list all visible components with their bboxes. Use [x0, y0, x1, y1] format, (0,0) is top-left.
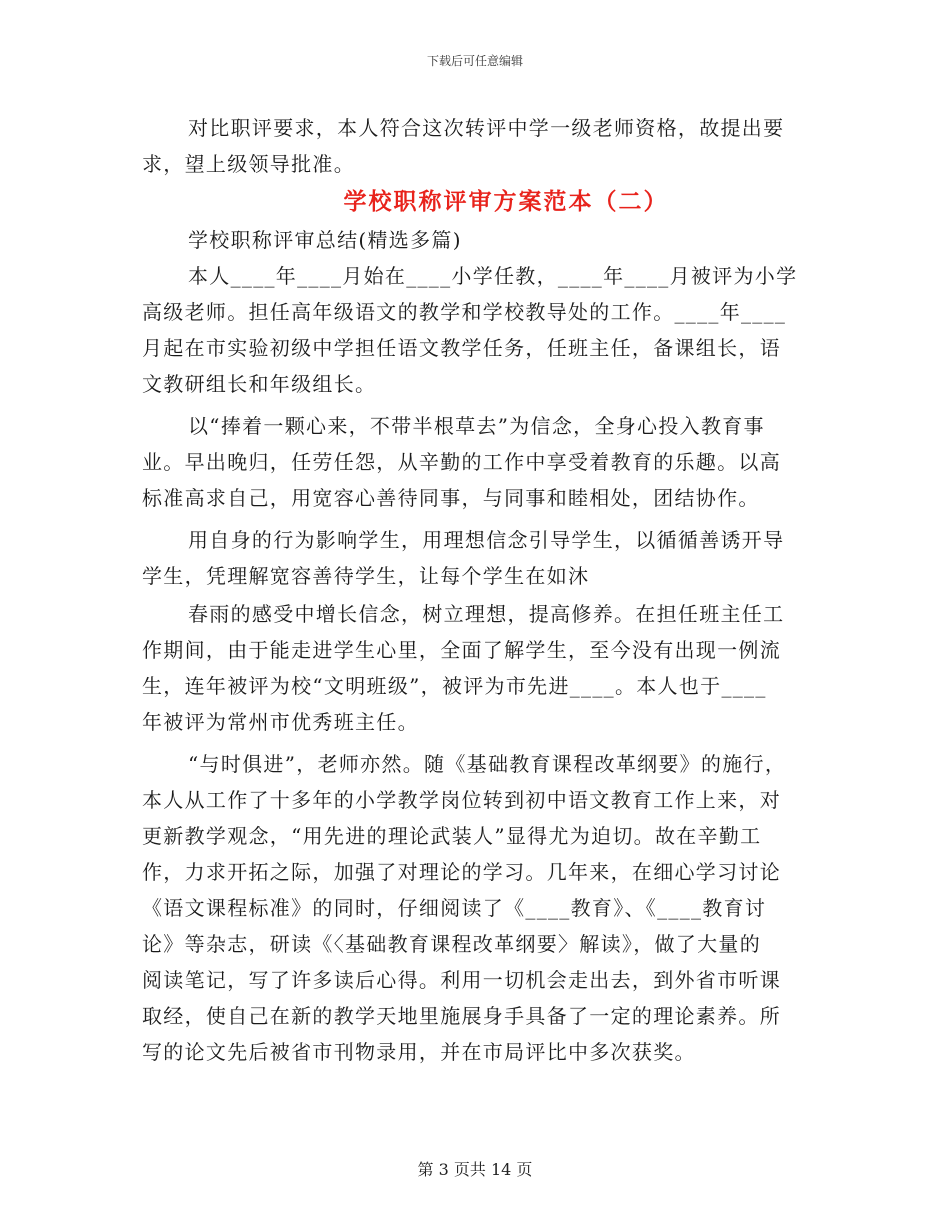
text-line: 论》等杂志，研读《〈基础教育课程改革纲要〉解读》，做了大量的 — [142, 932, 761, 956]
text-line: 学生，凭理解宽容善待学生，让每个学生在如沐 — [142, 564, 590, 588]
text-line: 生，连年被评为校“文明班级”，被评为市先进____。本人也于____ — [142, 674, 767, 698]
header-note: 下载后可任意编辑 — [426, 54, 523, 68]
text-line: 本人从工作了十多年的小学教学岗位转到初中语文教育工作上来，对 — [142, 788, 781, 812]
text-line: 以“捧着一颗心来，不带半根草去”为信念，全身心投入教育事 — [188, 414, 765, 438]
text-line: 春雨的感受中增长信念，树立理想，提高修养。在担任班主任工 — [188, 602, 785, 626]
text-line: 月起在市实验初级中学担任语文教学任务，任班主任，备课组长，语 — [142, 336, 781, 360]
paragraph-3 — [142, 408, 810, 516]
text-line: 《语文课程标准》的同时，仔细阅读了《____教育》、《____教育讨 — [142, 896, 767, 920]
text-line: 更新教学观念，“用先进的理论武装人”显得尤为迫切。故在辛勤工 — [142, 824, 762, 848]
document-body — [142, 110, 810, 1070]
text-line: 标准高求自己，用宽容心善待同事，与同事和睦相处，团结协作。 — [142, 486, 760, 510]
text-line: 对比职评要求，本人符合这次转评中学一级老师资格，故提出要 — [188, 116, 785, 140]
text-line: 作，力求开拓之际，加强了对理论的学习。几年来，在细心学习讨论 — [142, 860, 781, 884]
page-footer: 第 3 页共 14 页 — [417, 1160, 533, 1179]
subtitle-line: 学校职称评审总结(精选多篇) — [188, 228, 462, 252]
text-line: 本人____年____月始在____小学任教，____年____月被评为小学 — [188, 264, 798, 288]
text-line: 求，望上级领导批准。 — [142, 152, 355, 176]
text-line: 用自身的行为影响学生，用理想信念引导学生，以循循善诱开导 — [188, 528, 785, 552]
paragraph-2 — [142, 258, 810, 402]
paragraph-1 — [142, 110, 810, 182]
paragraph-4 — [142, 522, 810, 594]
text-line: 年被评为常州市优秀班主任。 — [142, 710, 419, 734]
section-title: 学校职称评审方案范本（二） — [343, 188, 669, 215]
text-line: 文教研组长和年级组长。 — [142, 372, 377, 396]
text-line: 作期间，由于能走进学生心里，全面了解学生，至今没有出现一例流 — [142, 638, 781, 662]
text-line: 取经，使自己在新的教学天地里施展身手具备了一定的理论素养。所 — [142, 1004, 781, 1028]
text-line: 写的论文先后被省市刊物录用，并在市局评比中多次获奖。 — [142, 1040, 696, 1064]
text-line: 高级老师。担任高年级语文的教学和学校教导处的工作。____年____ — [142, 300, 787, 324]
paragraph-6 — [142, 746, 810, 1070]
text-line: “与时俱进”，老师亦然。随《基础教育课程改革纲要》的施行， — [188, 752, 787, 776]
text-line: 阅读笔记，写了许多读后心得。利用一切机会走出去，到外省市听课 — [142, 968, 781, 992]
paragraph-5 — [142, 596, 810, 740]
text-line: 业。早出晚归，任劳任怨，从辛勤的工作中享受着教育的乐趣。以高 — [142, 450, 781, 474]
